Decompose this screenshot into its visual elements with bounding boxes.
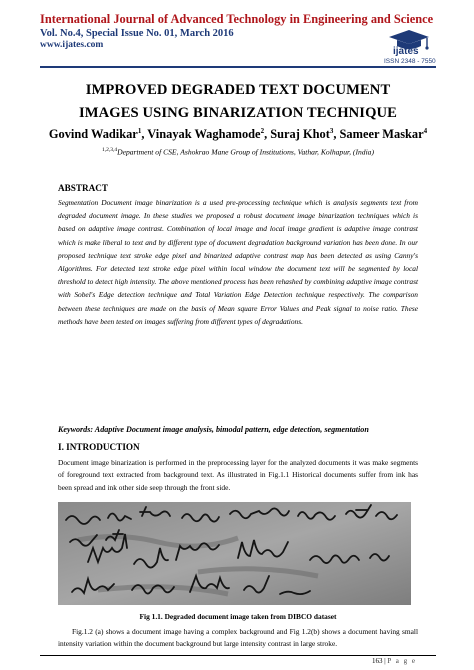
author-affiliation-mark: 1 bbox=[137, 127, 142, 135]
footer-divider bbox=[40, 655, 436, 656]
author-name: Vinayak Waghamode bbox=[147, 127, 261, 142]
author-affiliation-mark: 4 bbox=[423, 127, 428, 135]
paper-title-line-2: IMAGES USING BINARIZATION TECHNIQUE bbox=[78, 105, 397, 121]
affiliation-text: Department of CSE, Ashokrao Mane Group of Institutions, Vathar, Kolhapur, (India) bbox=[117, 147, 375, 157]
author-name: Govind Wadikar bbox=[48, 127, 138, 142]
abstract-body: Segmentation Document image binarization is a used pre-processing technique which is analysis segments text from degraded document image. In these studies we proposed a robust document image binarization techniques which is based on adaptive image contrast. Combination of local image and local image gradient is adaptive image contrast which is make liberal to text and by different type of document degradation background variation has been done. In our proposed technique text stroke edge pixel and binarized adaptive contrast map has been detected as using Canny's Algorithms. For detected text stroke edge pixel within local window the document text will be segmented by local threshold to detect high intensity. The above mentioned process has been rehashed by combining adaptive image contrast with Sobel's Edge detection technique and Total Variation Edge Detection technique respectively. The comparison between these techniques are made on the basis of Mean square Error Values and Peak signal to noise ratio. These methods have been tested on images suffering from different types of degradations. bbox=[58, 198, 418, 326]
paper-title-line-1: IMPROVED DEGRADED TEXT DOCUMENT bbox=[85, 82, 391, 98]
author-name: Sameer Maskar bbox=[339, 127, 424, 142]
page-footer bbox=[372, 657, 417, 665]
page-number: 163 bbox=[372, 657, 383, 665]
handwriting-image bbox=[58, 502, 411, 605]
abstract-heading: ABSTRACT bbox=[58, 183, 109, 193]
issn-number: ISSN 2348 - 7550 bbox=[384, 58, 436, 65]
introduction-paragraph-2: Fig.1.2 (a) shows a document image having a complex background and Fig 1.2(b) shows a document having small intensity variation within the document background but large intensity contrast in large stroke. bbox=[58, 627, 418, 648]
keywords-line: Keywords: Adaptive Document image analysis, bimodal pattern, edge detection, segmentation bbox=[58, 425, 369, 434]
degraded-document-figure bbox=[58, 502, 411, 605]
journal-title: International Journal of Advanced Technology in Engineering and Science bbox=[40, 12, 434, 26]
author-name: Suraj Khot bbox=[270, 127, 330, 142]
journal-logo-text: ijates bbox=[393, 46, 419, 57]
journal-website-link[interactable]: www.ijates.com bbox=[40, 40, 104, 50]
affiliation-marks: 1,2,3,4 bbox=[101, 147, 118, 153]
author-affiliation-mark: 3 bbox=[329, 127, 334, 135]
affiliation bbox=[40, 147, 436, 157]
header-divider bbox=[40, 66, 436, 68]
introduction-paragraph-1: Document image binarization is performed in the preprocessing layer for the analyzed documents it was make segments of foreground text extracted from background text. As illustrated in Fig.1.1 Historical documents suffer from ink has been spread and ink other side seep through the front side. bbox=[58, 458, 418, 492]
introduction-heading: I. INTRODUCTION bbox=[58, 442, 140, 452]
page-label: P a g e bbox=[387, 657, 417, 665]
journal-issue: Vol. No.4, Special Issue No. 01, March 2016 bbox=[40, 28, 234, 39]
author-affiliation-mark: 2 bbox=[260, 127, 265, 135]
page-separator: | bbox=[384, 657, 386, 665]
author-list: Govind Wadikar$^1$, Vinayak Waghamode$^2$, Suraj Khot$^3$, Sameer Maskar$^4$ bbox=[48, 127, 428, 142]
figure-caption: Fig 1.1. Degraded document image taken from DIBCO dataset bbox=[139, 612, 337, 621]
